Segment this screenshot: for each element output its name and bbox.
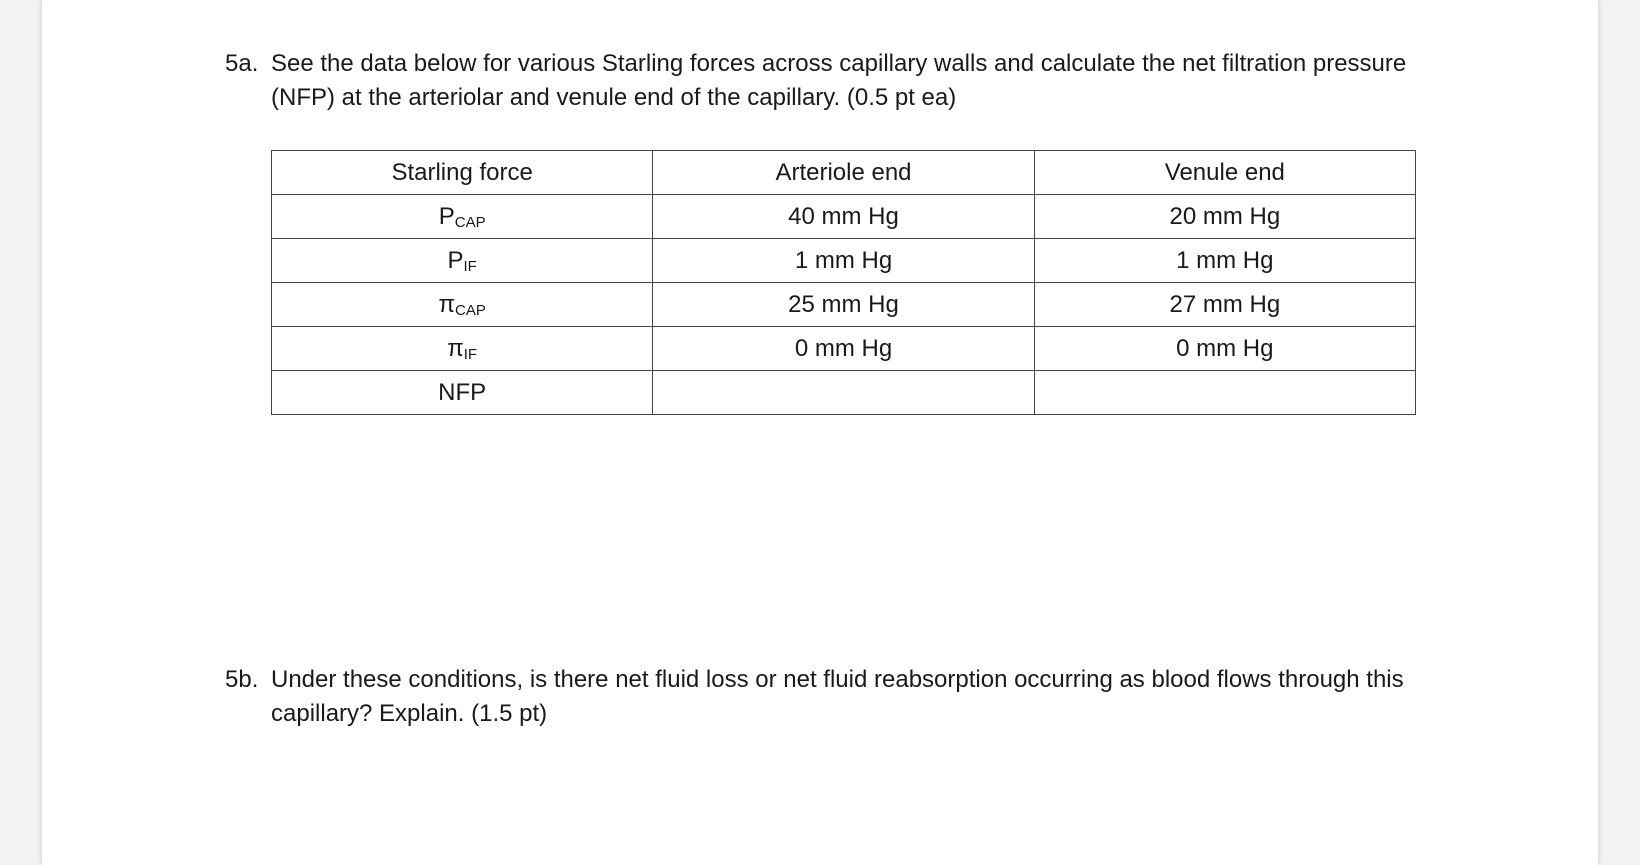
venule-value: 20 mm Hg [1034,195,1415,239]
table-row [272,195,1416,239]
question-number: 5b. [225,666,259,693]
venule-value: 1 mm Hg [1034,239,1415,283]
force-cell: πIF [272,327,653,371]
arteriole-value: 40 mm Hg [653,195,1034,239]
arteriole-value: 25 mm Hg [653,283,1034,327]
question-number: 5a. [225,50,259,77]
table-row [272,327,1416,371]
table-header-row [272,151,1416,195]
question-text: Under these conditions, is there net fluid loss or net fluid reabsorption occurring as blood flows through this capillary? Explain. (1.5 pt) [271,666,1404,727]
table-row-nfp [272,371,1416,415]
header-venule-end: Venule end [1034,151,1415,195]
force-cell: PIF [272,239,653,283]
header-arteriole-end: Arteriole end [653,151,1034,195]
starling-forces-table [271,150,1416,415]
question-5b [225,663,1465,731]
force-cell: PCAP [272,195,653,239]
venule-value: 27 mm Hg [1034,283,1415,327]
venule-nfp-answer-cell [1034,371,1415,415]
arteriole-value: 0 mm Hg [653,327,1034,371]
question-text: See the data below for various Starling forces across capillary walls and calculate the net filtration pressure (NFP) at the arteriolar and venule end of the capillary. (0.5 pt ea) [271,50,1407,111]
document-page [42,0,1598,865]
venule-value: 0 mm Hg [1034,327,1415,371]
header-starling-force: Starling force [272,151,653,195]
arteriole-nfp-answer-cell [653,371,1034,415]
table-row [272,283,1416,327]
question-5a [225,47,1465,115]
force-cell: πCAP [272,283,653,327]
arteriole-value: 1 mm Hg [653,239,1034,283]
table-row [272,239,1416,283]
force-cell: NFP [272,371,653,415]
